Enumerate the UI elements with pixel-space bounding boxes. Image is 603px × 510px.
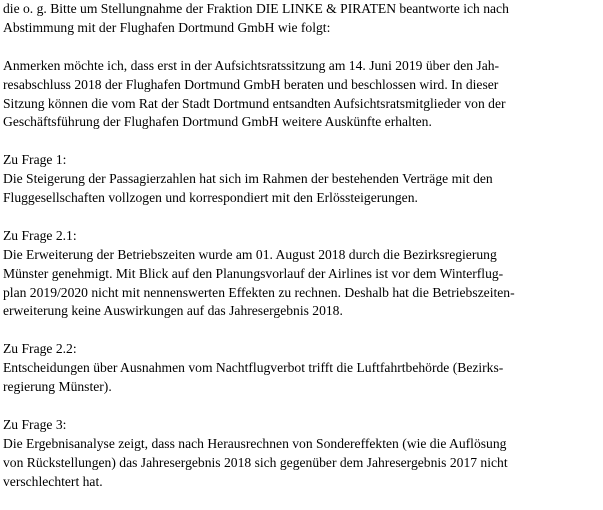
remark-line: resabschluss 2018 der Flughafen Dortmund GmbH beraten und beschlossen wird. In dieser <box>3 76 499 92</box>
question-1-heading: Zu Frage 1: <box>3 152 67 168</box>
remark-line: Geschäftsführung der Flughafen Dortmund GmbH weitere Auskünfte erhalten. <box>3 114 432 130</box>
question-2-2-section <box>3 340 600 397</box>
question-2-2-line: Entscheidungen über Ausnahmen vom Nachtflugverbot trifft die Luftfahrtbehörde (Bezirks- <box>3 360 504 376</box>
question-2-1-line: Münster genehmigt. Mit Blick auf den Planungsvorlauf der Airlines ist vor dem Winterflug- <box>3 265 504 281</box>
question-2-2-heading: Zu Frage 2.2: <box>3 341 77 357</box>
intro-paragraph <box>3 0 600 38</box>
intro-line: Abstimmung mit der Flughafen Dortmund GmbH wie folgt: <box>3 19 331 35</box>
question-3-line: Die Ergebnisanalyse zeigt, dass nach Herausrechnen von Sondereffekten (wie die Auflösung <box>3 435 507 451</box>
question-1-line: Die Steigerung der Passagierzahlen hat sich im Rahmen der bestehenden Verträge mit den <box>3 171 493 187</box>
remark-paragraph <box>3 57 600 133</box>
question-3-heading: Zu Frage 3: <box>3 416 67 432</box>
remark-line: Sitzung können die vom Rat der Stadt Dortmund entsandten Aufsichtsratsmitglieder von der <box>3 95 506 111</box>
intro-line: die o. g. Bitte um Stellungnahme der Fraktion DIE LINKE & PIRATEN beantworte ich nach <box>3 1 509 16</box>
question-1-section <box>3 151 600 208</box>
question-3-section <box>3 416 600 492</box>
remark-line: Anmerken möchte ich, dass erst in der Aufsichtsratssitzung am 14. Juni 2019 über den Jah- <box>3 57 500 73</box>
question-2-1-heading: Zu Frage 2.1: <box>3 227 77 243</box>
question-1-line: Fluggesellschaften vollzogen und korrespondiert mit den Erlössteigerungen. <box>3 190 418 206</box>
document-body <box>3 0 600 510</box>
question-2-1-section <box>3 227 600 322</box>
question-3-line: von Rückstellungen) das Jahresergebnis 2018 sich gegenüber dem Jahresergebnis 2017 nicht <box>3 454 508 470</box>
question-2-1-line: Die Erweiterung der Betriebszeiten wurde am 01. August 2018 durch die Bezirksregierung <box>3 246 497 262</box>
question-2-2-line: regierung Münster). <box>3 379 112 395</box>
question-2-1-line: plan 2019/2020 nicht mit nennenswerten Effekten zu rechnen. Deshalb hat die Betriebszeiten- <box>3 284 515 300</box>
question-2-1-line: erweiterung keine Auswirkungen auf das Jahresergebnis 2018. <box>3 303 343 319</box>
question-3-line: verschlechtert hat. <box>3 473 103 489</box>
